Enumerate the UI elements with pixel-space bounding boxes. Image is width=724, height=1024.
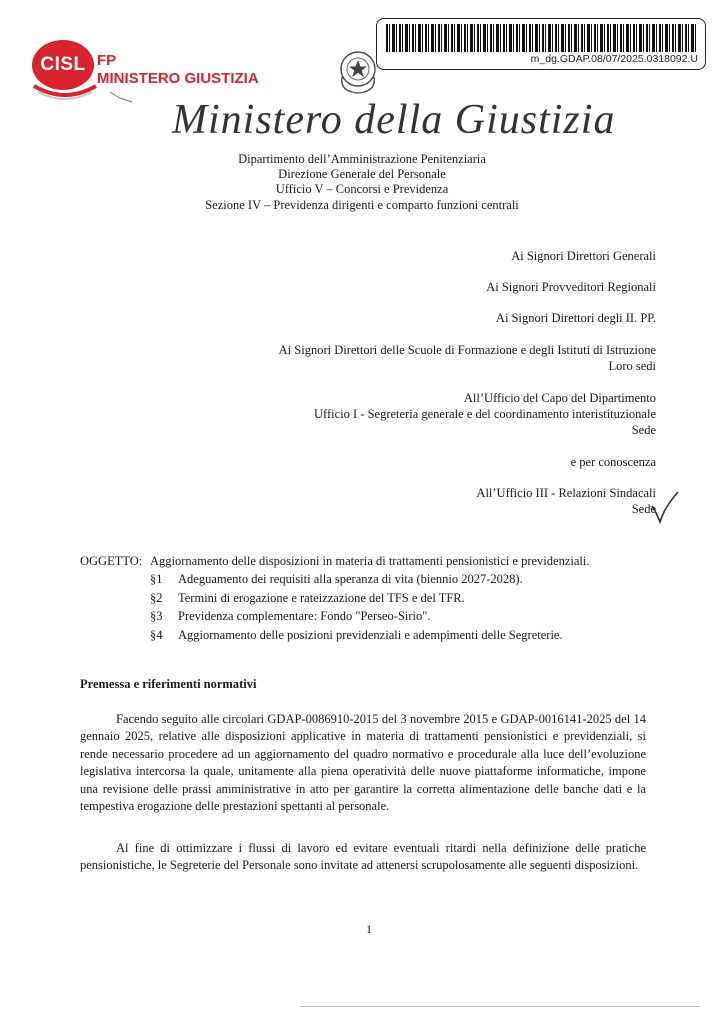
recipient-line: Ai Signori Direttori Generali — [511, 249, 656, 263]
body-paragraph: Al fine di ottimizzare i flussi di lavoro ed evitare eventuali ritardi nella definizione delle pratiche pensionistiche, le Segreterie del Personale sono invitate ad attenersi scrupolosamente alle seguenti disposizioni. — [80, 841, 646, 873]
subject-item-text: Adeguamento dei requisiti alla speranza di vita (biennio 2027-2028). — [178, 572, 523, 586]
handwritten-check-icon — [648, 488, 682, 524]
recipient-line: All’Ufficio III - Relazioni Sindacali — [476, 486, 656, 500]
recipient-line: Loro sedi — [608, 359, 656, 373]
subject-item-num: §4 — [150, 628, 163, 642]
dept-line: Direzione Generale del Personale — [278, 167, 446, 181]
dept-line: Ufficio V – Concorsi e Previdenza — [275, 182, 449, 196]
recipient-line: e per conoscenza — [570, 455, 656, 469]
subject-item-text: Aggiornamento delle posizioni previdenziali e adempimenti delle Segreterie. — [178, 628, 563, 642]
subject-item-text: Termini di erogazione e rateizzazione del TFS e del TFR. — [178, 591, 465, 605]
logo-fp-text: FP — [97, 52, 117, 69]
subject-item — [150, 609, 431, 624]
recipient-line: Ai Signori Direttori delle Scuole di Formazione e degli Istituti di Istruzione — [278, 343, 656, 357]
recipient-line: Ufficio I - Segreteria generale e del coordinamento interistituzionale — [314, 407, 656, 421]
italian-emblem-icon — [336, 47, 380, 95]
subject-item-num: §2 — [150, 591, 163, 605]
subject-item — [150, 628, 563, 643]
subject-item — [150, 572, 523, 587]
dept-line: Dipartimento dell’Amministrazione Penitenziaria — [238, 152, 486, 166]
recipient-line: Sede — [631, 423, 656, 437]
recipient-line: All’Ufficio del Capo del Dipartimento — [463, 391, 656, 405]
logo-ministry-text: MINISTERO GIUSTIZIA — [97, 70, 259, 87]
recipient-line: Sede — [631, 502, 656, 516]
subject-label: OGGETTO: — [80, 554, 143, 568]
recipient-line: Ai Signori Provveditori Regionali — [486, 280, 656, 294]
dept-line: Sezione IV – Previdenza dirigenti e comparto funzioni centrali — [205, 198, 519, 212]
pen-mark-icon — [108, 90, 134, 104]
logo-swoosh-icon — [30, 82, 100, 102]
ministry-heading: Ministero della Giustizia — [172, 97, 616, 143]
protocol-number: m_dg.GDAP.08/07/2025.0318092.U — [530, 53, 698, 65]
subject-item-num: §1 — [150, 572, 163, 586]
body-paragraph: Facendo seguito alle circolari GDAP-0086910-2015 del 3 novembre 2015 e GDAP-0016141-2025 del 14 gennaio 2025, relative alle disposizioni applicative in materia di trattamenti pensionistici e previdenziali, si rende necessario procedere ad un aggiornamento del quadro normativo e procedurale alla luce dell’evoluzione legislativa intercorsa la quale, unitamente alla piena operatività delle nuove piattaforme informatiche, impone una revisione delle prassi amministrative in atto per garantire la corretta alimentazione delle banche dati e la tempestiva erogazione delle prestazioni spettanti al personale. — [80, 712, 646, 814]
section-title: Premessa e riferimenti normativi — [80, 677, 257, 691]
subject-item-num: §3 — [150, 609, 163, 623]
scan-divider — [300, 1006, 700, 1007]
page-number: 1 — [366, 922, 372, 936]
barcode-icon — [386, 24, 698, 52]
subject-item-text: Previdenza complementare: Fondo "Perseo-Sirio". — [178, 609, 431, 623]
cisl-logo: CISL — [32, 40, 94, 90]
subject-text: Aggiornamento delle disposizioni in materia di trattamenti pensionistici e previdenziali. — [150, 554, 590, 568]
subject-item — [150, 591, 465, 606]
recipient-line: Ai Signori Direttori degli II. PP. — [495, 311, 656, 325]
